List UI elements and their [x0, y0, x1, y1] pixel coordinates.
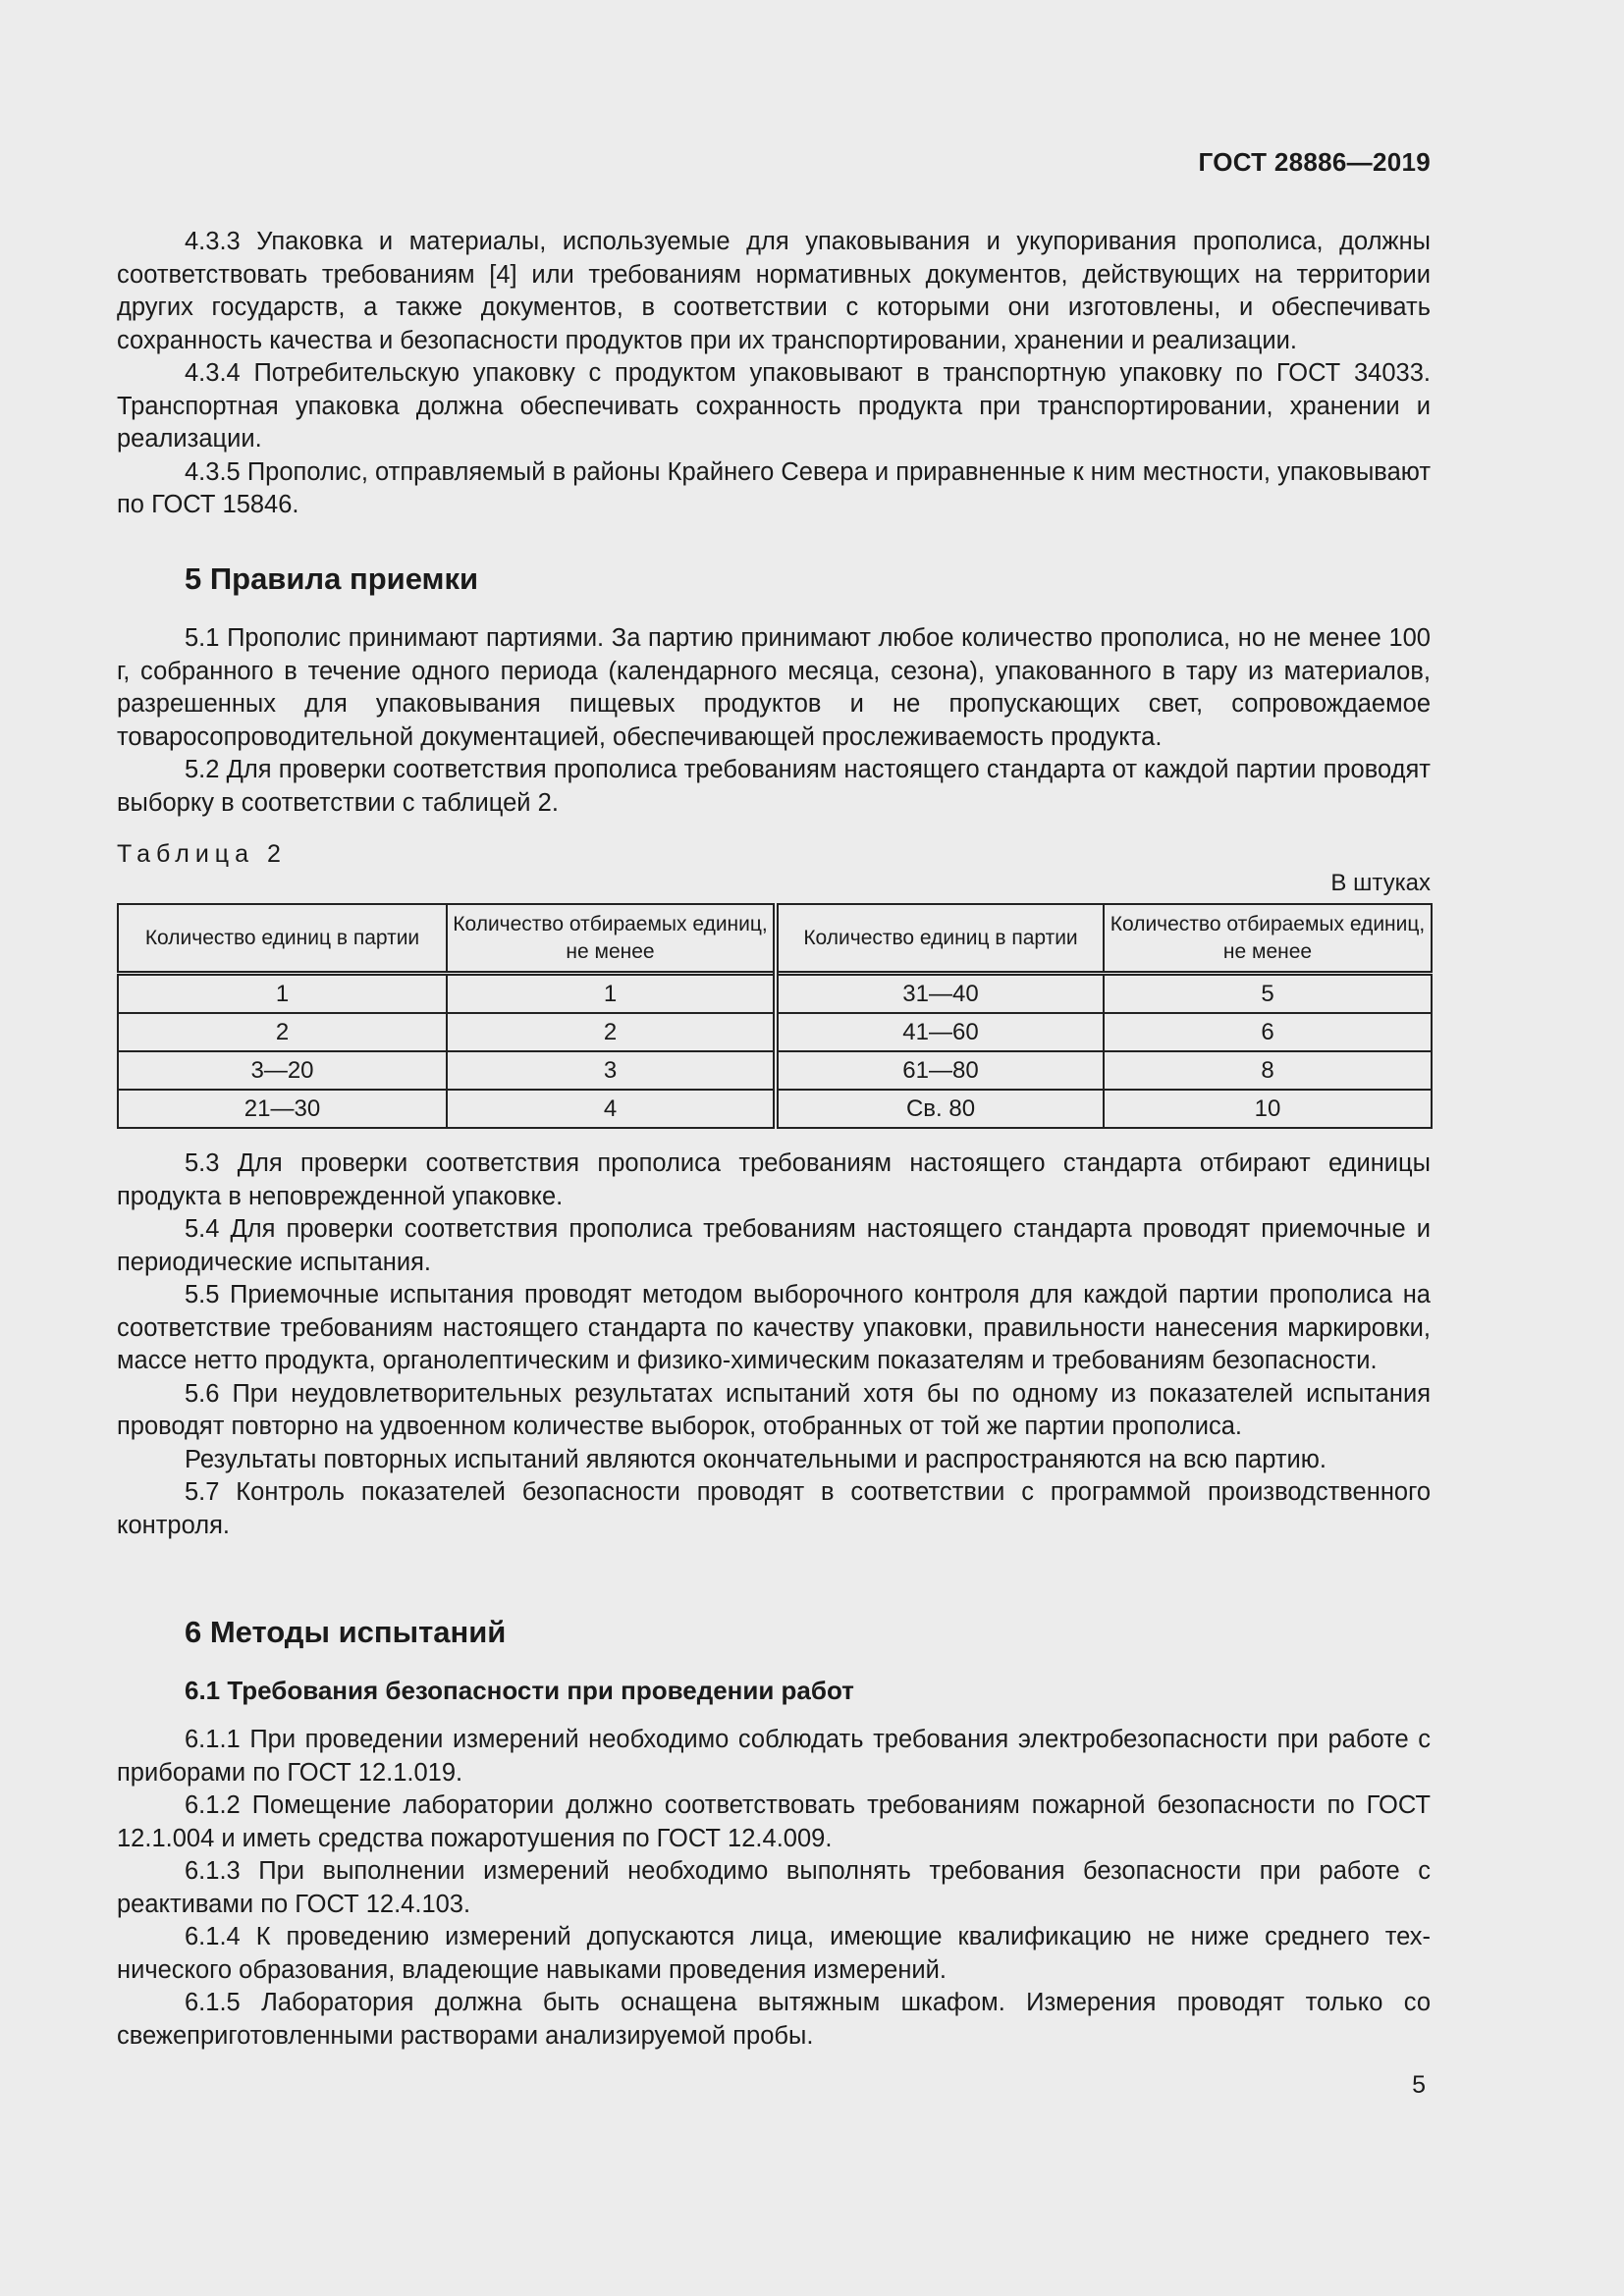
- section-5-title: 5 Правила приемки: [185, 561, 479, 596]
- subsection-6-1-title: 6.1 Требования безопасности при проведении работ: [185, 1676, 854, 1705]
- paragraph-5-2: 5.2 Для проверки соответствия прополиса требованиям настоящего стандарта от каждой партии проводят выборку в соответствии с таблицей 2.: [117, 756, 1431, 817]
- paragraph-5-6-result: Результаты повторных испытаний являются окончательными и распространяются на всю партию.: [185, 1445, 1326, 1473]
- paragraph-6-1-5: 6.1.5 Лаборатория должна быть оснащена вытяжным шкафом. Измерения проводят только со свежеприготовленными растворами анализируемой пробы.: [117, 1989, 1431, 2050]
- paragraph-5-4: 5.4 Для проверки соответствия прополиса требованиям настоящего стандарта проводят приемочные и периодические испытания.: [117, 1215, 1431, 1276]
- col-header-sample-size-left: Количество отбираемых единиц, не менее: [447, 904, 776, 974]
- section-5-paragraphs: [117, 1148, 1431, 1542]
- paragraph-5-7: 5.7 Контроль показателей безопасности проводят в соответствии с программой производственного контроля.: [117, 1478, 1431, 1539]
- table-cell: 4: [447, 1090, 776, 1128]
- paragraph-5-1: 5.1 Прополис принимают партиями. За партию принимают любое количество прополиса, но не менее 100 г, собранного в течение одного периода (календарного месяца, сезона), упакованного в тару из материалов, разрешенных для упаковывания пищевых продуктов и не пропускающих свет, сопровождаемое товаросопроводительной документацией, обеспечивающей прослеживаемость продукта.: [117, 624, 1431, 751]
- table-row: [118, 974, 1432, 1014]
- table-cell: 10: [1104, 1090, 1432, 1128]
- table-cell: 6: [1104, 1013, 1432, 1051]
- table-cell: 2: [447, 1013, 776, 1051]
- section-6-title: 6 Методы испытаний: [185, 1615, 507, 1649]
- col-header-lot-size-right: Количество единиц в партии: [776, 904, 1104, 974]
- table-units: В штуках: [1330, 870, 1431, 896]
- paragraph-5-6: 5.6 При неудовлетворительных результатах испытаний хотя бы по одному из показателей испытания проводят повторно на удвоенном количестве выборок, отобранных от той же партии прополиса.: [117, 1379, 1431, 1440]
- paragraph-5-5: 5.5 Приемочные испытания проводят методом выборочного контроля для каждой партии прополиса на соответствие требованиям настоящего стандарта по качеству упаковки, правильности нанесения маркировки, массе нетто продукта, органолептическим и физико-химическим показателям и требованиям безопасности.: [117, 1281, 1431, 1374]
- table-cell: 61—80: [776, 1051, 1104, 1090]
- table-header-row: [118, 904, 1432, 974]
- document-id: ГОСТ 28886—2019: [1198, 147, 1431, 177]
- col-header-sample-size-right: Количество отбираемых единиц, не менее: [1104, 904, 1432, 974]
- section-6-1-paragraphs: [117, 1724, 1431, 2053]
- table-cell: 1: [447, 974, 776, 1014]
- table-cell: 8: [1104, 1051, 1432, 1090]
- table-cell: 1: [118, 974, 447, 1014]
- table-cell: 3: [447, 1051, 776, 1090]
- section-4-3-paragraphs: [117, 226, 1431, 522]
- table-cell: 5: [1104, 974, 1432, 1014]
- table-cell: 3—20: [118, 1051, 447, 1090]
- paragraph-6-1-2: 6.1.2 Помещение лаборатории должно соответствовать требованиям пожарной безопасности по ГОСТ 12.1.004 и иметь средства пожаротушения по ГОСТ 12.4.009.: [117, 1791, 1431, 1852]
- table-row: [118, 1090, 1432, 1128]
- paragraph-4-3-3: 4.3.3 Упаковка и материалы, используемые для упаковывания и укупоривания прополиса, должны соответствовать требованиям [4] или требованиям нормативных документов, действующих на территории других государств, а также документов, в соответствии с которыми они изготовлены, и обеспечивать сохранность качества и безопасности продуктов при их транспортировании, хранении и реализации.: [117, 228, 1431, 354]
- table-row: [118, 1051, 1432, 1090]
- table-row: [118, 1013, 1432, 1051]
- paragraph-4-3-4: 4.3.4 Потребительскую упаковку с продуктом упаковывают в транспортную упаковку по ГОСТ 34033. Транспортная упаковка должна обеспечивать сохранность продукта при транспортировании, хранении и реализации.: [117, 359, 1431, 453]
- paragraph-6-1-1: 6.1.1 При проведении измерений необходимо соблюдать требования электробезопасности при работе с приборами по ГОСТ 12.1.019.: [117, 1726, 1431, 1787]
- col-header-lot-size-left: Количество единиц в партии: [118, 904, 447, 974]
- table-cell: 31—40: [776, 974, 1104, 1014]
- page-number: 5: [1412, 2071, 1426, 2099]
- section-5-intro: [117, 622, 1431, 820]
- table-cell: 41—60: [776, 1013, 1104, 1051]
- paragraph-5-3: 5.3 Для проверки соответствия прополиса требованиям настоящего стандарта отбирают единицы продукта в неповрежденной упаковке.: [117, 1149, 1431, 1210]
- table-cell: 2: [118, 1013, 447, 1051]
- paragraph-4-3-5: 4.3.5 Прополис, отправляемый в районы Крайнего Севера и приравненные к ним местности, упаковывают по ГОСТ 15846.: [117, 457, 1431, 518]
- table-caption: Таблица 2: [117, 840, 287, 868]
- document-page: [117, 0, 1431, 2296]
- paragraph-6-1-4: 6.1.4 К проведению измерений допускаются лица, имеющие квалификацию не ниже среднего технического образования, владеющие навыками проведения измерений.: [117, 1923, 1431, 1984]
- sampling-table: [117, 903, 1433, 1129]
- table-cell: 21—30: [118, 1090, 447, 1128]
- table-cell: Св. 80: [776, 1090, 1104, 1128]
- paragraph-6-1-3: 6.1.3 При выполнении измерений необходимо выполнять требования безопасности при работе с реактивами по ГОСТ 12.4.103.: [117, 1857, 1431, 1918]
